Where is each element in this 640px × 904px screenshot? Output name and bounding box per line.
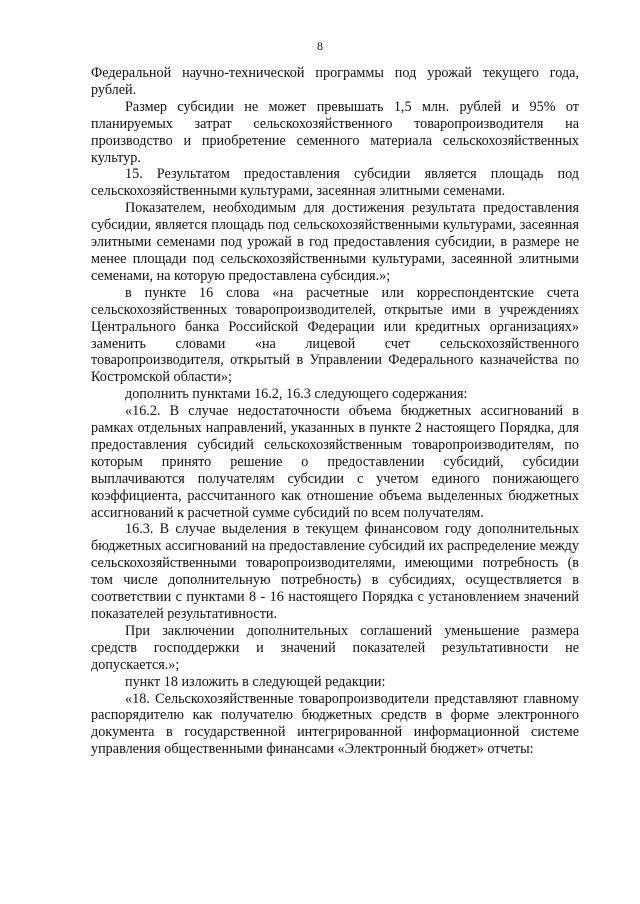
paragraph: Федеральной научно-технической программы под урожай текущего года, рублей.	[91, 65, 579, 98]
page-number: 8	[317, 39, 323, 53]
paragraph: Показателем, необходимым для достижения результата предоставления субсидии, является площадь под сельскохозяйственными культурами, засеянная элитными семенами под урожай в год предоставления субсидии, в размере не менее площади под сельскохозяйственными культурами, засеянной элитными семенами, на которую предоставлена субсидия.»;	[91, 200, 579, 284]
paragraph: в пункте 16 слова «на расчетные или корреспондентские счета сельскохозяйственных товаропроизводителей, открытые ими в учреждениях Центрального банка Российской Федерации или кредитных организациях» заменить словами «на лицевой счет сельскохозяйственного товаропроизводителя, открытый в Управлении Федерального казначейства по Костромской области»;	[91, 284, 579, 386]
paragraph: пункт 18 изложить в следующей редакции:	[125, 673, 386, 690]
paragraph: 15. Результатом предоставления субсидии является площадь под сельскохозяйственными культурами, засеянная элитными семенами.	[91, 166, 579, 200]
document-body	[91, 65, 579, 758]
paragraph: «16.2. В случае недостаточности объема бюджетных ассигнований в рамках отдельных направлений, указанных в пункте 2 настоящего Порядка, для предоставления субсидий сельскохозяйственным товаропроизводителям, по которым принято решение о предоставлении субсидий, субсидии выплачиваются получателям субсидии с учетом единого понижающего коэффициента, рассчитанного как отношение объема выделенных бюджетных ассигнований к расчетной сумме субсидий по всем получателям.	[91, 403, 579, 521]
paragraph: дополнить пунктами 16.2, 16.3 следующего содержания:	[125, 386, 468, 403]
paragraph: «18. Сельскохозяйственные товаропроизводители представляют главному распорядителю как получателю бюджетных средств в форме электронного документа в государственной интегрированной информационной системе управления общественными финансами «Электронный бюджет» отчеты:	[91, 690, 579, 758]
paragraph: 16.3. В случае выделения в текущем финансовом году дополнительных бюджетных ассигнований на предоставление субсидий их распределение между сельскохозяйственными товаропроизводителями, имеющими потребность (в том числе дополнительную потребность) в субсидиях, осуществляется в соответствии с пунктами 8 - 16 настоящего Порядка с установлением значений показателей результативности.	[91, 521, 579, 622]
paragraph: Размер субсидии не может превышать 1,5 млн. рублей и 95% от планируемых затрат сельскохозяйственного товаропроизводителя на производство и приобретение семенного материала сельскохозяйственных культур.	[91, 98, 579, 166]
paragraph: При заключении дополнительных соглашений уменьшение размера средств господдержки и значений показателей результативности не допускается.»;	[91, 622, 579, 673]
